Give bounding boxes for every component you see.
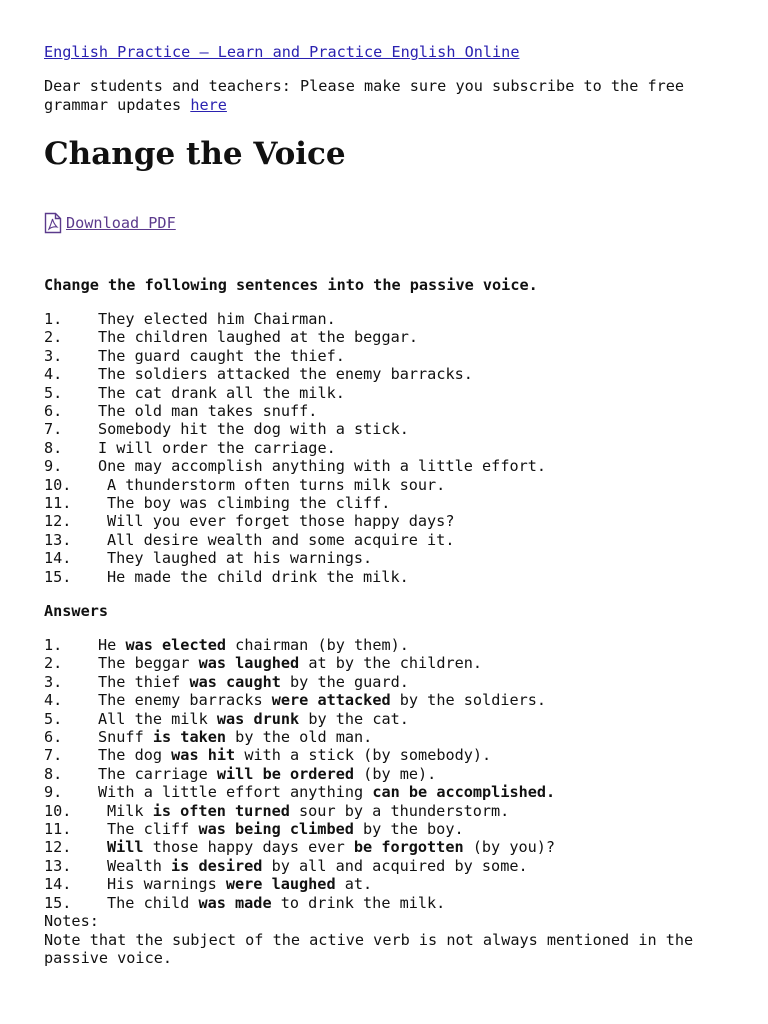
item-text: I will order the carriage. (98, 438, 336, 457)
item-number: 3. (44, 672, 63, 691)
item-text: The carriage (98, 764, 217, 783)
intro-paragraph (44, 77, 744, 115)
item-text: The old man takes snuff. (98, 402, 318, 421)
item-text: A thunderstorm often turns milk sour. (107, 475, 446, 494)
answer-item (44, 746, 555, 764)
item-text: by all and acquired by some. (262, 856, 528, 875)
item-number: 4. (44, 691, 63, 710)
item-text: (by me). (354, 764, 437, 783)
item-number: 12. (44, 512, 72, 531)
item-text: Milk (107, 801, 153, 820)
item-number: 9. (44, 457, 63, 476)
exercise-item (44, 457, 546, 475)
passive-verb: can be accomplished. (372, 783, 556, 802)
exercise-list (44, 310, 546, 586)
answer-item (44, 691, 555, 709)
item-number: 6. (44, 728, 63, 747)
exercise-item (44, 384, 546, 402)
item-text: The cat drank all the milk. (98, 383, 345, 402)
passive-verb: was drunk (216, 709, 300, 728)
notes-text: Note that the subject of the active verb is not always mentioned in the passive voice. (44, 930, 694, 968)
answer-item (44, 673, 555, 691)
item-text: The soldiers attacked the enemy barracks. (98, 365, 473, 384)
item-number: 5. (44, 383, 63, 402)
item-number: 5. (44, 709, 63, 728)
passive-verb: will be ordered (216, 764, 355, 783)
notes-section (44, 912, 744, 968)
item-number: 13. (44, 856, 72, 875)
item-text: chairman (by them). (226, 636, 409, 654)
item-text: by the boy. (353, 820, 464, 839)
item-number: 8. (44, 764, 63, 783)
answer-item (44, 820, 555, 838)
item-text: The thief (98, 672, 190, 691)
item-text: He made the child drink the milk. (107, 567, 409, 586)
item-text: Somebody hit the dog with a stick. (98, 420, 409, 439)
item-text: The boy was climbing the cliff. (107, 494, 391, 513)
pdf-file-icon (44, 212, 62, 234)
item-number: 13. (44, 530, 72, 549)
item-number: 4. (44, 365, 63, 384)
here-link[interactable]: here (190, 96, 227, 114)
item-number: 11. (44, 820, 72, 839)
answer-item (44, 654, 555, 672)
item-number: 14. (44, 875, 72, 894)
item-number: 8. (44, 438, 63, 457)
item-text: They laughed at his warnings. (107, 549, 373, 568)
exercise-item (44, 420, 546, 438)
exercise-item (44, 531, 546, 549)
item-number: 3. (44, 346, 63, 365)
site-link[interactable]: English Practice – Learn and Practice English Online (44, 43, 520, 61)
exercise-item (44, 494, 546, 512)
item-text: The dog (98, 746, 172, 765)
passive-verb: were attacked (271, 691, 391, 710)
item-text: All desire wealth and some acquire it. (107, 530, 455, 549)
passive-verb: was hit (171, 746, 236, 765)
passive-verb: was made (198, 893, 272, 912)
passive-verb: is taken (152, 728, 227, 747)
item-text: One may accomplish anything with a little effort. (98, 457, 547, 476)
item-text: The guard caught the thief. (98, 346, 345, 365)
item-text: They elected him Chairman. (98, 310, 336, 328)
notes-label: Notes: (44, 912, 99, 930)
item-number: 6. (44, 402, 63, 421)
item-number: 1. (44, 310, 63, 328)
exercise-item (44, 439, 546, 457)
exercise-item (44, 402, 546, 420)
item-text: Snuff (98, 728, 153, 747)
item-text: by the cat. (299, 709, 409, 728)
exercise-item (44, 512, 546, 530)
item-text: With a little effort anything (98, 783, 373, 802)
item-number: 7. (44, 420, 63, 439)
intro-text: Dear students and teachers: Please make sure you subscribe to the free grammar updates (44, 77, 685, 114)
item-text: The enemy barracks (98, 691, 272, 710)
answer-item (44, 728, 555, 746)
answers-heading: Answers (44, 602, 109, 620)
passive-verb: was being climbed (198, 820, 354, 839)
item-text: The beggar (98, 654, 199, 673)
item-text: sour by a thunderstorm. (289, 801, 510, 820)
item-number: 9. (44, 783, 63, 802)
answer-item (44, 894, 555, 912)
exercise-item (44, 549, 546, 567)
item-number: 10. (44, 475, 72, 494)
passive-verb: is often turned (152, 801, 290, 820)
item-number: 11. (44, 494, 72, 513)
item-text: Wealth (107, 856, 172, 875)
download-pdf-label: Download PDF (66, 214, 176, 232)
exercise-instruction: Change the following sentences into the passive voice. (44, 276, 538, 294)
item-text: All the milk (98, 709, 217, 728)
item-text: with a stick (by somebody). (235, 746, 492, 765)
answer-item (44, 636, 555, 654)
item-text: (by you)? (463, 838, 556, 857)
item-text: He (98, 636, 126, 654)
answer-item (44, 802, 555, 820)
passive-verb: were laughed (225, 875, 336, 894)
item-text: by the soldiers. (390, 691, 547, 710)
item-number: 2. (44, 654, 63, 673)
answer-item (44, 783, 555, 801)
exercise-item (44, 347, 546, 365)
exercise-item (44, 476, 546, 494)
passive-verb: was laughed (198, 654, 300, 673)
answer-item (44, 765, 555, 783)
item-number: 1. (44, 636, 63, 654)
item-text: at. (335, 875, 373, 894)
item-text: to drink the milk. (271, 893, 446, 912)
answer-item (44, 710, 555, 728)
exercise-item (44, 310, 546, 328)
passive-verb: Will (107, 838, 144, 857)
item-text: His warnings (107, 875, 226, 894)
item-text: at by the children. (299, 654, 483, 673)
item-text: by the old man. (226, 728, 373, 747)
exercise-item (44, 328, 546, 346)
answers-list (44, 636, 555, 912)
passive-verb: is desired (171, 856, 263, 875)
item-text: by the guard. (280, 672, 409, 691)
passive-verb: was caught (189, 672, 281, 691)
item-text: those happy days ever (143, 838, 354, 857)
exercise-item (44, 365, 546, 383)
passive-verb: be forgotten (353, 838, 464, 857)
item-number: 10. (44, 801, 72, 820)
item-number: 14. (44, 549, 72, 568)
answer-item (44, 857, 555, 875)
download-pdf-link[interactable] (44, 212, 176, 234)
item-text: The cliff (107, 820, 199, 839)
item-number: 2. (44, 328, 63, 347)
answer-item (44, 875, 555, 893)
exercise-item (44, 568, 546, 586)
item-number: 7. (44, 746, 63, 765)
item-number: 12. (44, 838, 72, 857)
item-number: 15. (44, 567, 72, 586)
item-text: The children laughed at the beggar. (98, 328, 419, 347)
passive-verb: was elected (125, 636, 227, 654)
item-text: The child (107, 893, 199, 912)
page-title: Change the Voice (44, 136, 346, 172)
item-text: Will you ever forget those happy days? (107, 512, 455, 531)
answer-item (44, 838, 555, 856)
item-number: 15. (44, 893, 72, 912)
